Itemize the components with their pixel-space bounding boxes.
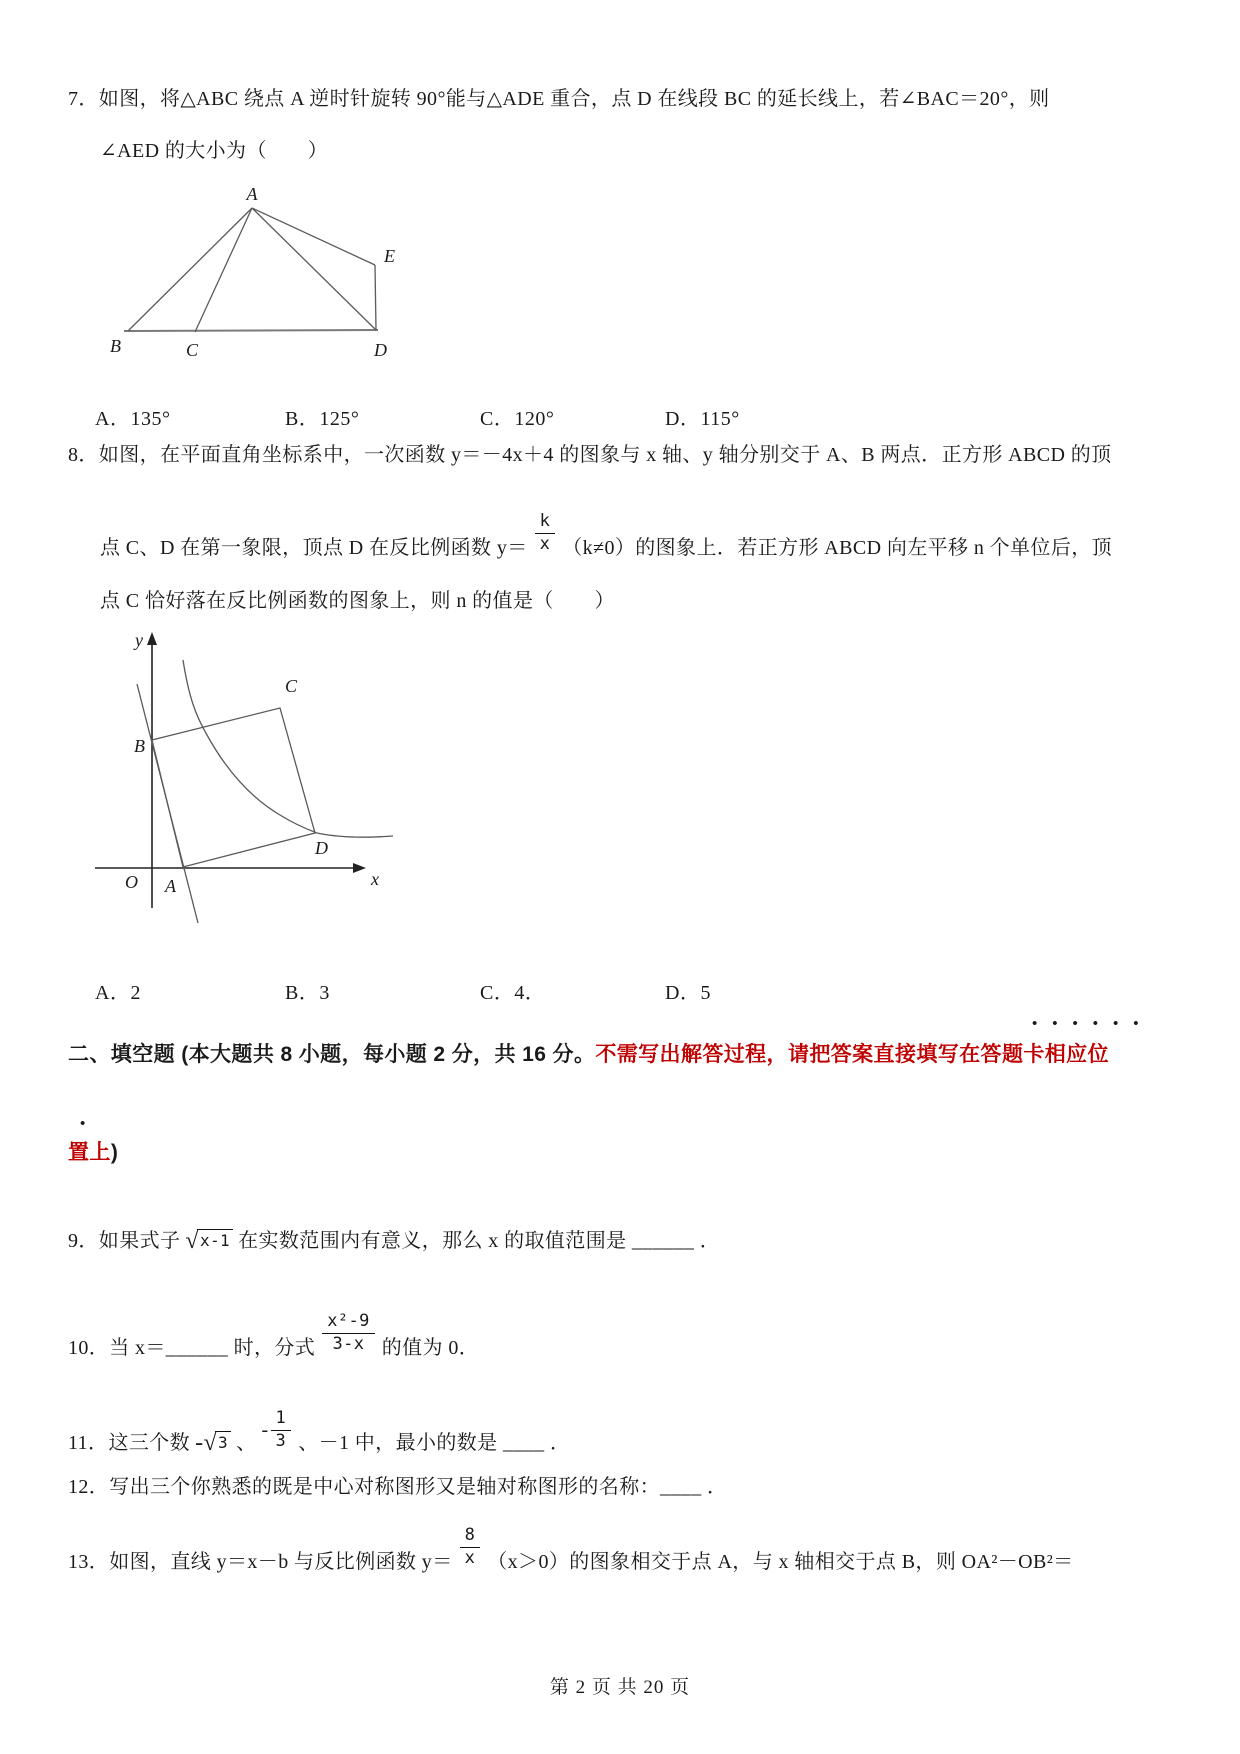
q7-option-c: C．120° (480, 408, 555, 430)
q13-frac-denominator: x (464, 1547, 476, 1568)
section-2-title-black: 二、填空题 (本大题共 8 小题，每小题 2 分，共 16 分。 (68, 1043, 596, 1066)
figure7-line-AC (195, 208, 252, 332)
figure7-line-AD (252, 208, 376, 330)
q13-fraction (460, 1526, 481, 1568)
q8-frac-denominator: x (539, 533, 551, 554)
figure8-x-axis-arrow (353, 863, 366, 873)
q11-radical-sign: -√ (195, 1430, 218, 1456)
q11-frac-numerator: 1 (271, 1409, 292, 1431)
q11-radical (195, 1431, 231, 1455)
question-7-figure (88, 166, 410, 366)
q11-frac-denominator: 3 (275, 1430, 287, 1451)
q11-frac-sign: - (261, 1419, 269, 1441)
section-2-line2-red: 置上 (68, 1141, 111, 1164)
figure8-label-D: D (315, 838, 328, 858)
figure7-line-AB (128, 208, 252, 331)
section-2-title-red: 不需写出解答过程，请把答案直接填写在答题卡相应位 (595, 1043, 1109, 1066)
q11-post: 、－1 中，最小的数是 ____ ． (298, 1432, 571, 1454)
figure8-y-axis-arrow (147, 632, 157, 645)
question-13 (68, 1526, 1074, 1598)
q13-frac-numerator: 8 (460, 1526, 481, 1548)
figure7-label-D: D (374, 340, 387, 360)
figure7-label-A: A (246, 184, 258, 204)
question-7-line-2: ∠AED 的大小为（ ） (100, 140, 329, 162)
q11-fraction-group (261, 1409, 293, 1451)
q8-fraction-k-over-x (535, 512, 556, 554)
q7-option-a: A．135° (95, 408, 171, 430)
question-7-line-1: 7．如图，将△ABC 绕点 A 逆时针旋转 90°能与△ADE 重合，点 D 在线段 BC 的延长线上，若∠BAC＝20°，则 (68, 88, 1050, 110)
figure8-label-O: O (125, 872, 138, 892)
q9-post: 在实数范围内有意义，那么 x 的取值范围是 ______ ． (238, 1230, 721, 1252)
emphasis-dot-2: • (80, 1116, 101, 1132)
question-10 (68, 1312, 479, 1384)
figure7-label-E: E (384, 246, 395, 266)
q8-frac-numerator: k (535, 512, 556, 534)
q11-radicand: 3 (215, 1431, 231, 1452)
figure8-square-ABCD (152, 708, 315, 867)
figure8-label-x: x (371, 869, 379, 889)
q9-radical (185, 1229, 233, 1253)
q8-option-c: C．4． (480, 982, 546, 1004)
q10-pre: 10．当 x＝______ 时，分式 (68, 1337, 316, 1359)
q7-option-d: D．115° (665, 408, 740, 430)
question-8-line-1: 8．如图，在平面直角坐标系中，一次函数 y＝－4x＋4 的图象与 x 轴、y 轴分别交于 A、B 两点．正方形 ABCD 的顶 (68, 444, 1112, 466)
q9-radicand: x-1 (197, 1229, 233, 1250)
q8-option-b: B．3 (285, 982, 330, 1004)
q10-fraction (322, 1312, 375, 1354)
figure7-line-BD (124, 330, 378, 331)
question-8-line-2 (100, 510, 1113, 582)
q9-radical-sign: √ (185, 1228, 199, 1254)
q9-pre: 9．如果式子 (68, 1230, 181, 1252)
q11-pre: 11．这三个数 (68, 1432, 191, 1454)
question-9 (68, 1220, 720, 1262)
question-8-figure (93, 628, 405, 933)
emphasis-dots: •••••• (1032, 1016, 1154, 1032)
figure7-label-C: C (186, 340, 199, 360)
page-footer: 第 2 页 共 20 页 (549, 1677, 691, 1698)
figure7-line-AE (252, 208, 375, 265)
q7-option-b: B．125° (285, 408, 360, 430)
q10-post: 的值为 0． (381, 1337, 480, 1359)
figure7-label-B: B (110, 336, 121, 356)
figure8-label-y: y (135, 630, 143, 650)
section-2-line2-black: ) (110, 1141, 119, 1164)
section-2-title-line-2 (68, 1136, 118, 1166)
figure8-label-C: C (285, 676, 298, 696)
q8-option-d: D．5 (665, 982, 711, 1004)
q13-post: （x＞0）的图象相交于点 A，与 x 轴相交于点 B，则 OA²－OB²＝ (487, 1551, 1074, 1573)
q8-line2-pre: 点 C、D 在第一象限，顶点 D 在反比例函数 y＝ (100, 537, 528, 559)
q8-option-a: A．2 (95, 982, 141, 1004)
q10-frac-numerator: x²-9 (322, 1312, 375, 1334)
q8-line2-post: （k≠0）的图象上．若正方形 ABCD 向左平移 n 个单位后，顶 (562, 537, 1113, 559)
q11-separator: 、 (236, 1432, 257, 1454)
question-11 (68, 1407, 571, 1476)
question-12: 12．写出三个你熟悉的既是中心对称图形又是轴对称图形的名称：____ ． (68, 1476, 728, 1498)
q11-fraction (271, 1409, 292, 1451)
figure8-label-A: A (165, 876, 176, 896)
figure7-line-ED (375, 265, 376, 330)
q13-pre: 13．如图，直线 y＝x－b 与反比例函数 y＝ (68, 1551, 453, 1573)
section-2-title (68, 1038, 1109, 1068)
q10-frac-denominator: 3-x (332, 1333, 365, 1354)
question-8-line-3: 点 C 恰好落在反比例函数的图象上，则 n 的值是（ ） (100, 590, 615, 612)
figure8-label-B: B (134, 736, 145, 756)
